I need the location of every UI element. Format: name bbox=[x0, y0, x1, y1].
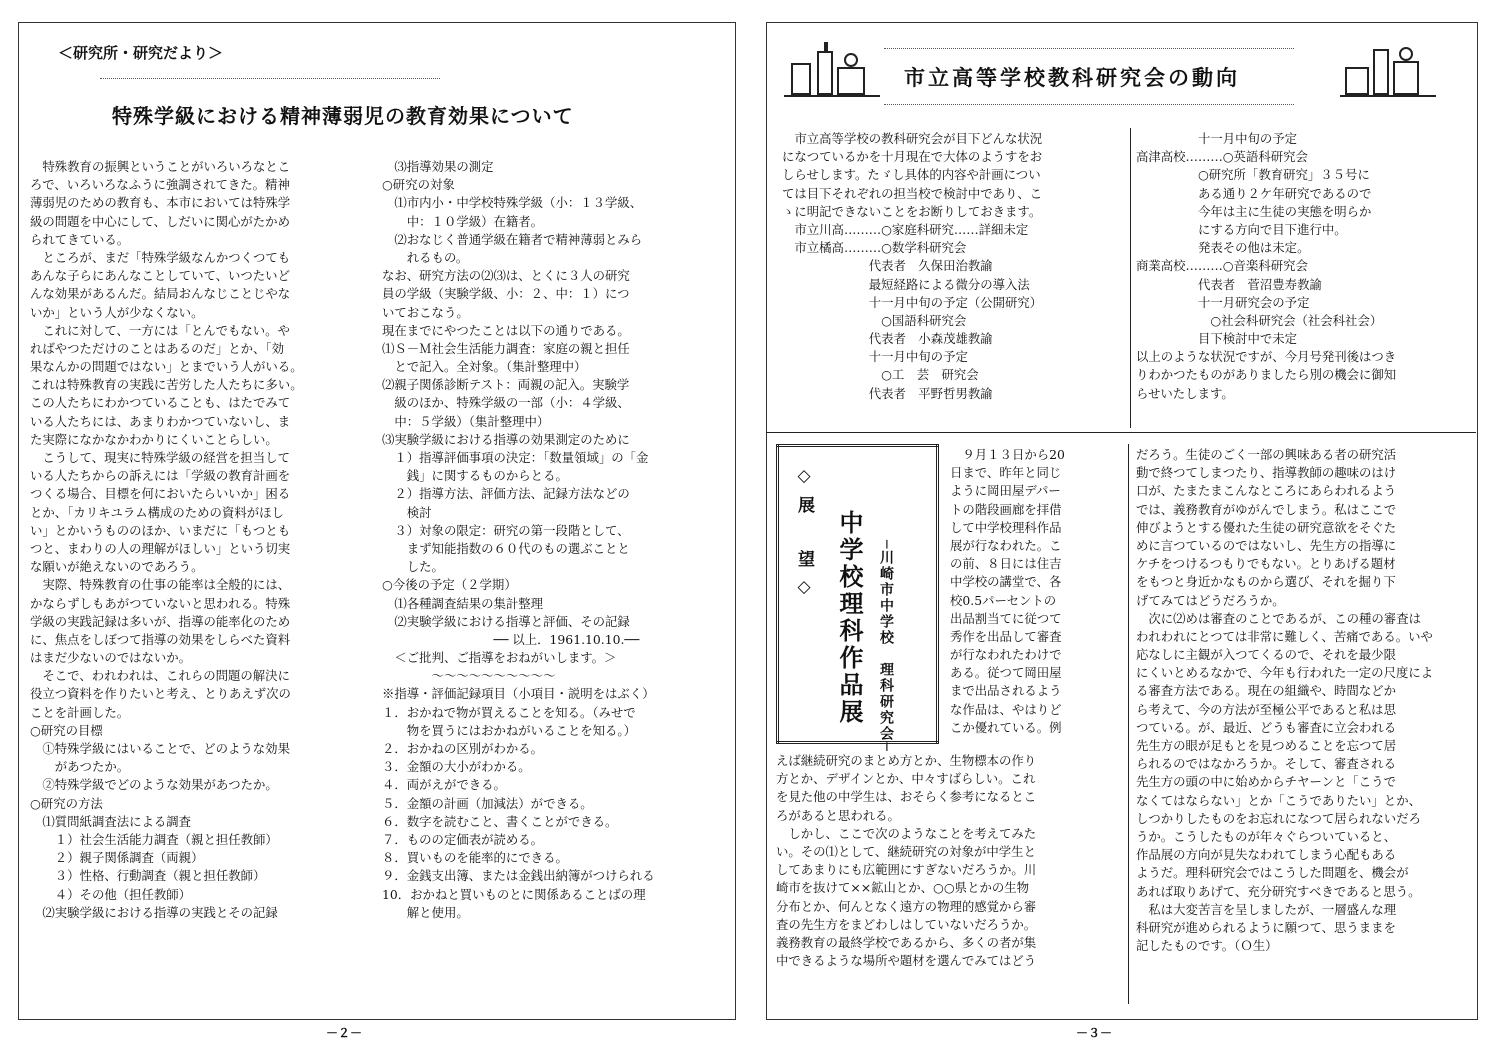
right-top-column-1 bbox=[782, 130, 1132, 403]
right-page bbox=[744, 0, 1488, 1053]
section-divider bbox=[766, 432, 1476, 433]
text-line: 展が行なわれた。こ bbox=[950, 537, 1062, 553]
text-line: あんな子らにあんなことしていて、いつたいど bbox=[30, 268, 290, 284]
text-line: ４．両がえができる。 bbox=[382, 777, 506, 793]
text-line: あれば取りあげて、充分研究すべきであると思う。 bbox=[1136, 883, 1421, 899]
text-line: 物を買うにはおかねがいることを知る。） bbox=[382, 722, 637, 738]
text-line: 以上のような状況ですが、今月号発刊後はつき bbox=[1136, 349, 1397, 365]
text-line: まず知能指数の６０代のもの選ぶことと bbox=[382, 540, 630, 556]
text-line: 動で終つてしまつたり、指導教師の趣味のはけ bbox=[1136, 465, 1397, 481]
text-line: ⑵実験学級における指導と評価、その記録 bbox=[382, 613, 630, 629]
text-line: ３）性格、行動調査（親と担任教師） bbox=[30, 868, 266, 884]
text-line: る審査方法である。現在の組織や、時間などか bbox=[1136, 683, 1396, 699]
text-line: しらせします。たゞし具体的内容や計画につい bbox=[782, 167, 1041, 183]
text-line: ９月１３日から20 bbox=[950, 447, 1065, 462]
text-line: 市立高等学校の教科研究会が目下どんな状況 bbox=[782, 131, 1043, 146]
text-line: ②特殊学級でどのような効果があつたか。 bbox=[30, 777, 278, 793]
text-line: はまだ少ないのではないか。 bbox=[30, 650, 192, 666]
text-line: いる人たちからの訴えには「学級の教育計画を bbox=[30, 468, 291, 484]
text-line: 薄弱児のための教育も、本市においては特殊学 bbox=[30, 195, 291, 211]
page-number: －２－ bbox=[326, 1026, 363, 1040]
text-line: ○国語科研究会 bbox=[782, 312, 967, 328]
text-line: 商業高校………○音楽科研究会 bbox=[1136, 258, 1308, 274]
text-line: してあまりにも広範囲にすぎないだろうか。川 bbox=[776, 862, 1037, 878]
text-line: した。 bbox=[382, 559, 444, 575]
text-line: らせいたします。 bbox=[1136, 385, 1234, 401]
text-line: ○工 芸 研究会 bbox=[782, 367, 979, 383]
text-line: ○研究の方法 bbox=[30, 795, 103, 811]
text-line: をもつと身近かなものから選び、それを掘り下 bbox=[1136, 574, 1396, 590]
text-line: こか優れている。例 bbox=[950, 719, 1062, 735]
text-line: しかし、ここで次のようなことを考えてみた bbox=[776, 825, 1037, 841]
text-line: ように岡田屋デパー bbox=[950, 483, 1061, 499]
text-line: なお、研究方法の⑵⑶は、とくに３人の研究 bbox=[382, 268, 630, 284]
text-line: ⑶指導効果の測定 bbox=[382, 159, 494, 174]
text-line: つくる場合、目標を何においたらいいか」困る bbox=[30, 486, 291, 502]
text-line: 代表者 平野哲男教諭 bbox=[782, 385, 993, 401]
text-line: 方とか、デザインとか、中々すばらしい。これ bbox=[776, 771, 1036, 787]
box-border-right bbox=[936, 444, 939, 744]
text-line: 十一月研究会の予定 bbox=[1136, 294, 1310, 310]
text-line: 分布とか、何んとなく遠方の物理的感覚から審 bbox=[776, 898, 1037, 914]
text-line: ４）その他（担任教師） bbox=[30, 886, 192, 902]
text-line: にくいとめるなかで、今年も行われた一定の尺度によ bbox=[1136, 665, 1434, 681]
text-line: 市立川高………○家庭科研究……詳細未定 bbox=[782, 221, 1029, 237]
text-line: 先生方の頭の中に始めからチヤーンと「こうで bbox=[1136, 774, 1396, 790]
text-line: 十一月中旬の予定 bbox=[782, 349, 968, 365]
text-line: 伸びようとする優れた生徒の研究意欲をそぐた bbox=[1136, 519, 1397, 535]
text-line: いておこなう。 bbox=[382, 304, 469, 320]
text-line: 級の問題を中心にして、しだいに関心がたかめ bbox=[30, 213, 290, 229]
text-line: 記したものです。（Ｏ生） bbox=[1136, 938, 1278, 954]
text-line: ２．おかねの区別がわかる。 bbox=[382, 741, 544, 756]
text-line: ろで、いろいろなふうに強調されてきた。精神 bbox=[30, 177, 290, 193]
text-line: な願いが絶えないのであろう。 bbox=[30, 559, 204, 575]
text-line: して中学校理科作品 bbox=[950, 519, 1062, 535]
text-line: では、義務教育がゆがんでしまう。私はここで bbox=[1136, 501, 1397, 517]
text-line: 解と使用。 bbox=[382, 904, 469, 920]
box-border-bottom bbox=[776, 741, 939, 744]
box-border-left bbox=[776, 444, 779, 744]
right-bottom-column-1 bbox=[776, 752, 1122, 970]
column-divider-lower bbox=[1128, 444, 1129, 1004]
text-line: 中：１０学級）在籍者。 bbox=[382, 213, 544, 229]
text-line: 次に⑵めは審査のことであるが、この種の審査は bbox=[1136, 610, 1421, 626]
text-line: 中学校の講堂で、各 bbox=[950, 574, 1062, 590]
right-page-title: 市立高等学校教科研究会の動向 bbox=[904, 65, 1240, 90]
text-line: めに言つているのではないし、先生方の指導に bbox=[1136, 537, 1397, 553]
text-line: えば継続研究のまとめ方とか、生物標本の作り bbox=[776, 753, 1037, 768]
text-line: ⑴質問紙調査法による調査 bbox=[30, 813, 192, 829]
text-line: ○研究の目標 bbox=[30, 722, 103, 738]
text-line: この人たちにわかつていることも、はたでみて bbox=[30, 395, 291, 411]
text-line: 代表者 小森茂雄教諭 bbox=[782, 331, 993, 347]
text-line: そこで、われわれは、これらの問題の解決に bbox=[30, 668, 290, 684]
feature-intro-column bbox=[950, 446, 1110, 737]
text-line: 中できるような場所や題材を選んでみてはどう bbox=[776, 953, 1037, 969]
text-line: これに対して、一方には「とんでもない。や bbox=[30, 322, 290, 338]
text-line: 代表者 菅沼豊寿教諭 bbox=[1136, 276, 1322, 292]
feature-subtitle: ─川崎市中学校 理科研究会─ bbox=[878, 540, 894, 753]
text-line: ては目下それぞれの担当校で検討中であり、こ bbox=[782, 185, 1043, 201]
text-line: ところが、まだ「特殊学級なんかつくつても bbox=[30, 249, 291, 265]
text-line: いる人たちには、あまりわかつていないし、ま bbox=[30, 413, 291, 429]
factory-illustration-left bbox=[784, 38, 884, 108]
text-line: つと、まわりの人の理解がほしい」という切実 bbox=[30, 540, 291, 556]
text-line: 高津高校………○英語科研究会 bbox=[1136, 149, 1308, 165]
text-line: 代表者 久保田治教諭 bbox=[782, 258, 993, 274]
text-line: ①特殊学級にはいることで、どのような効果 bbox=[30, 741, 290, 756]
text-line: 果なんかの問題ではない」とまでいう人がいる。 bbox=[30, 359, 303, 375]
page-number: －３－ bbox=[1076, 1026, 1113, 1040]
article-title: 特殊学級における精神薄弱児の教育効果について bbox=[112, 104, 574, 128]
text-line: ── 以上．1961.10.10.── bbox=[382, 631, 640, 647]
text-line: ⑴各種調査結果の集計整理 bbox=[382, 595, 544, 611]
text-line: げてみてはどうだろうか。 bbox=[1136, 592, 1285, 608]
feature-title: 中学校理科作品展 bbox=[835, 510, 864, 726]
text-line: 十一月中旬の予定（公開研究） bbox=[782, 294, 1043, 310]
text-line: 崎市を抜けて××鉱山とか、○○県とかの生物 bbox=[776, 880, 1030, 896]
text-line: 検討 bbox=[382, 504, 432, 520]
text-line: 十一月中旬の予定 bbox=[1136, 131, 1298, 146]
header-rule-bottom bbox=[884, 104, 1294, 105]
text-line: ⑶実験学級における指導の効果測定のために bbox=[382, 431, 630, 447]
text-line: つている。が、最近、どうも審査に立会われる bbox=[1136, 719, 1397, 735]
text-line: １）指導評価事項の決定：「数量領域」の「金 bbox=[382, 450, 649, 465]
text-line: ある。従つて岡田屋 bbox=[950, 665, 1062, 681]
text-line: 役立つ資料を作りたいと考え、とりあえず次の bbox=[30, 686, 291, 702]
box-border-top bbox=[776, 444, 939, 447]
text-line: うか。こうしたものが年々ぐらついていると、 bbox=[1136, 828, 1397, 844]
text-line: の前、８日には住吉 bbox=[950, 556, 1062, 572]
text-line: 10．おかねと買いものとに関係あることばの理 bbox=[382, 886, 646, 902]
text-line: を見た他の中学生は、おそらく参考になるとこ bbox=[776, 789, 1037, 805]
text-line: だろう。生徒のごく一部の興味ある者の研究活 bbox=[1136, 447, 1397, 462]
text-line: かならずしもあがつていないと思われる。特殊 bbox=[30, 595, 291, 611]
text-line: い。その⑴として、継続研究の対象が中学生と bbox=[776, 843, 1036, 859]
text-line: ある通り２ケ年研究であるので bbox=[1136, 185, 1372, 201]
column-label: ◇展 望◇ bbox=[794, 466, 814, 607]
text-line: 校0.5パーセントの bbox=[950, 592, 1057, 608]
column-divider bbox=[1130, 128, 1131, 428]
text-line: られるのではなかろうか。そして、審査される bbox=[1136, 756, 1396, 772]
text-line: 応なしに主観が入つてくるので、それを最少限 bbox=[1136, 647, 1396, 663]
text-line: な作品は、やはりど bbox=[950, 701, 1062, 717]
text-line: りわかつたものがありましたら別の機会に御知 bbox=[1136, 367, 1397, 383]
left-column-2 bbox=[382, 158, 722, 922]
text-line: １）社会生活能力調査（親と担任教師） bbox=[30, 831, 278, 847]
text-line: とか、「カリキユラム構成のための資料がほし bbox=[30, 504, 284, 520]
text-line: 今年は主に生徒の実態を明らか bbox=[1136, 203, 1372, 219]
factory-illustration-right bbox=[1340, 38, 1440, 108]
text-line: られてきている。 bbox=[30, 231, 130, 247]
text-line: ６．数字を読むこと、書くことができる。 bbox=[382, 813, 618, 829]
text-line: トの階段画廊を拝借 bbox=[950, 501, 1062, 517]
text-line: 科研究が進められるように願つて、思うままを bbox=[1136, 919, 1396, 935]
text-line: 実際、特殊教育の仕事の能率は全般的には、 bbox=[30, 577, 291, 593]
text-line: ようだ。理科研究会ではこうした問題を、機会が bbox=[1136, 865, 1409, 881]
text-line: 作品展の方向が見失なわれてしまう心配もある bbox=[1136, 847, 1397, 863]
text-line: 日まで、昨年と同じ bbox=[950, 465, 1062, 481]
text-line: ５．金額の計画（加減法）ができる。 bbox=[382, 795, 593, 811]
text-line: ※指導・評価記録項目（小項目・説明をはぶく） bbox=[382, 686, 655, 702]
text-line: ら考えて、今の方法が至極公平であると私は思 bbox=[1136, 701, 1396, 717]
text-line: 市立橘高………○数学科研究会 bbox=[782, 240, 967, 256]
text-line: ⑴Ｓ－Ｍ社会生活能力調査：家庭の親と担任 bbox=[382, 340, 630, 356]
text-line: ３．金額の大小がわかる。 bbox=[382, 759, 531, 775]
text-line: に、焦点をしぼつて指導の効果をしらべた資料 bbox=[30, 631, 291, 647]
text-line: 級のほか、特殊学級の一部（小：４学級、 bbox=[382, 395, 630, 411]
header-rule-top bbox=[884, 48, 1294, 49]
text-line: 口が、たまたまこんなところにあらわれるよう bbox=[1136, 483, 1397, 499]
text-line: ⑴市内小・中学校特殊学級（小：１３学級、 bbox=[382, 195, 643, 211]
text-line: ○研究の対象 bbox=[382, 177, 455, 193]
text-line: 特殊教育の振興ということがいろいろなとこ bbox=[30, 159, 291, 174]
text-line: 学級の実践記録は多いが、指導の能率化のため bbox=[30, 613, 291, 629]
text-line: ２）指導方法、評価方法、記録方法などの bbox=[382, 486, 630, 502]
text-line: 最短経路による微分の導入法 bbox=[782, 276, 1030, 292]
text-line: 〜〜〜〜〜〜〜〜〜〜 bbox=[382, 668, 556, 684]
text-line: ケチをつけるつもりでもない。とりあげる題材 bbox=[1136, 556, 1396, 572]
text-line: ろがあると思われる。 bbox=[776, 807, 900, 823]
text-line: 私は大変苦言を呈しましたが、一層盛んな理 bbox=[1136, 901, 1397, 917]
text-line: ７．ものの定価表が読める。 bbox=[382, 831, 544, 847]
text-line: １．おかねで物が買えることを知る。（みせで bbox=[382, 704, 636, 720]
text-line: なくてはならない」とか「こうでありたい」とか、 bbox=[1136, 792, 1421, 808]
text-line: にする方向で目下進行中。 bbox=[1136, 221, 1347, 237]
section-header: ＜研究所・研究だより＞ bbox=[58, 44, 224, 62]
text-line: 銭」に関するものからとる。 bbox=[382, 468, 568, 484]
text-line: ゝに明記できないことをお断りしておきます。 bbox=[782, 203, 1042, 219]
text-line: ○研究所「教育研究」３５号に bbox=[1136, 167, 1370, 183]
text-line: ８．買いものを能率的にできる。 bbox=[382, 850, 568, 866]
text-line: 員の学級（実験学級、小：２、中：１）につ bbox=[382, 286, 630, 302]
text-line: んな効果があるんだ。結局おんなじことじやな bbox=[30, 286, 291, 302]
text-line: ９．金銭支出簿、または金銭出納簿がつけられる bbox=[382, 868, 655, 884]
text-line: が行なわれたわけで bbox=[950, 647, 1062, 663]
text-line: 査の先生方をまどわしはしていないだろうか。 bbox=[776, 916, 1037, 932]
text-line: があつたか。 bbox=[30, 759, 130, 775]
text-line: ＜ご批判、ご指導をおねがいします。＞ bbox=[382, 650, 617, 666]
text-line: ○今後の予定（２学期） bbox=[382, 577, 517, 593]
right-bottom-column-2 bbox=[1136, 446, 1466, 955]
text-line: ３）対象の限定：研究の第一段階として、 bbox=[382, 522, 630, 538]
text-line: ことを計画した。 bbox=[30, 704, 130, 720]
text-line: これは特殊教育の実践に苦労した人たちに多い。 bbox=[30, 377, 303, 393]
text-line: 目下検討中で未定 bbox=[1136, 331, 1298, 347]
text-line: われわれにとつては非常に難しく、苦痛である。いや bbox=[1136, 628, 1433, 644]
text-line: 中：５学級）（集計整理中） bbox=[382, 413, 550, 429]
text-line: 現在までにやつたことは以下の通りである。 bbox=[382, 322, 630, 338]
text-line: いか」という人が少なくない。 bbox=[30, 304, 204, 320]
text-line: 秀作を出品して審査 bbox=[950, 628, 1062, 644]
text-line: ⑵おなじく普通学級在籍者で精神薄弱とみら bbox=[382, 231, 643, 247]
text-line: ⑵親子関係診断テスト：両親の記入。実験学 bbox=[382, 377, 630, 393]
text-line: しつかりしたものをお忘れになつて居られないだろ bbox=[1136, 810, 1421, 826]
text-line: 先生方の眼が足もとを見つめることを忘つて居 bbox=[1136, 738, 1397, 753]
text-line: ⑵実験学級における指導の実践とその記録 bbox=[30, 904, 278, 920]
text-line: れるもの。 bbox=[382, 249, 469, 265]
left-column-1 bbox=[30, 158, 370, 922]
text-line: とで記入。全対象。（集計整理中） bbox=[382, 359, 587, 375]
right-top-column-2 bbox=[1136, 130, 1466, 403]
text-line: い」とかいうもののほか、いまだに「もつとも bbox=[30, 522, 291, 538]
text-line: こうして、現実に特殊学級の経営を担当して bbox=[30, 450, 290, 465]
text-line: 出品割当てに従つて bbox=[950, 610, 1062, 626]
text-line: ればやつただけのことはあるのだ」とか、「効 bbox=[30, 340, 285, 356]
text-line: まで出品されるよう bbox=[950, 683, 1062, 699]
text-line: た実際になかなかわかりにくいことらしい。 bbox=[30, 431, 278, 447]
text-line: ２）親子関係調査（両親） bbox=[30, 850, 204, 866]
text-line: になつているかを十月現在で大体のようすをお bbox=[782, 149, 1043, 165]
text-line: ○社会科研究会（社会科社会） bbox=[1136, 312, 1383, 328]
decorative-dots bbox=[100, 78, 440, 79]
text-line: 義務教育の最終学校であるから、多くの者が集 bbox=[776, 934, 1037, 950]
text-line: 発表その他は未定。 bbox=[1136, 240, 1310, 256]
